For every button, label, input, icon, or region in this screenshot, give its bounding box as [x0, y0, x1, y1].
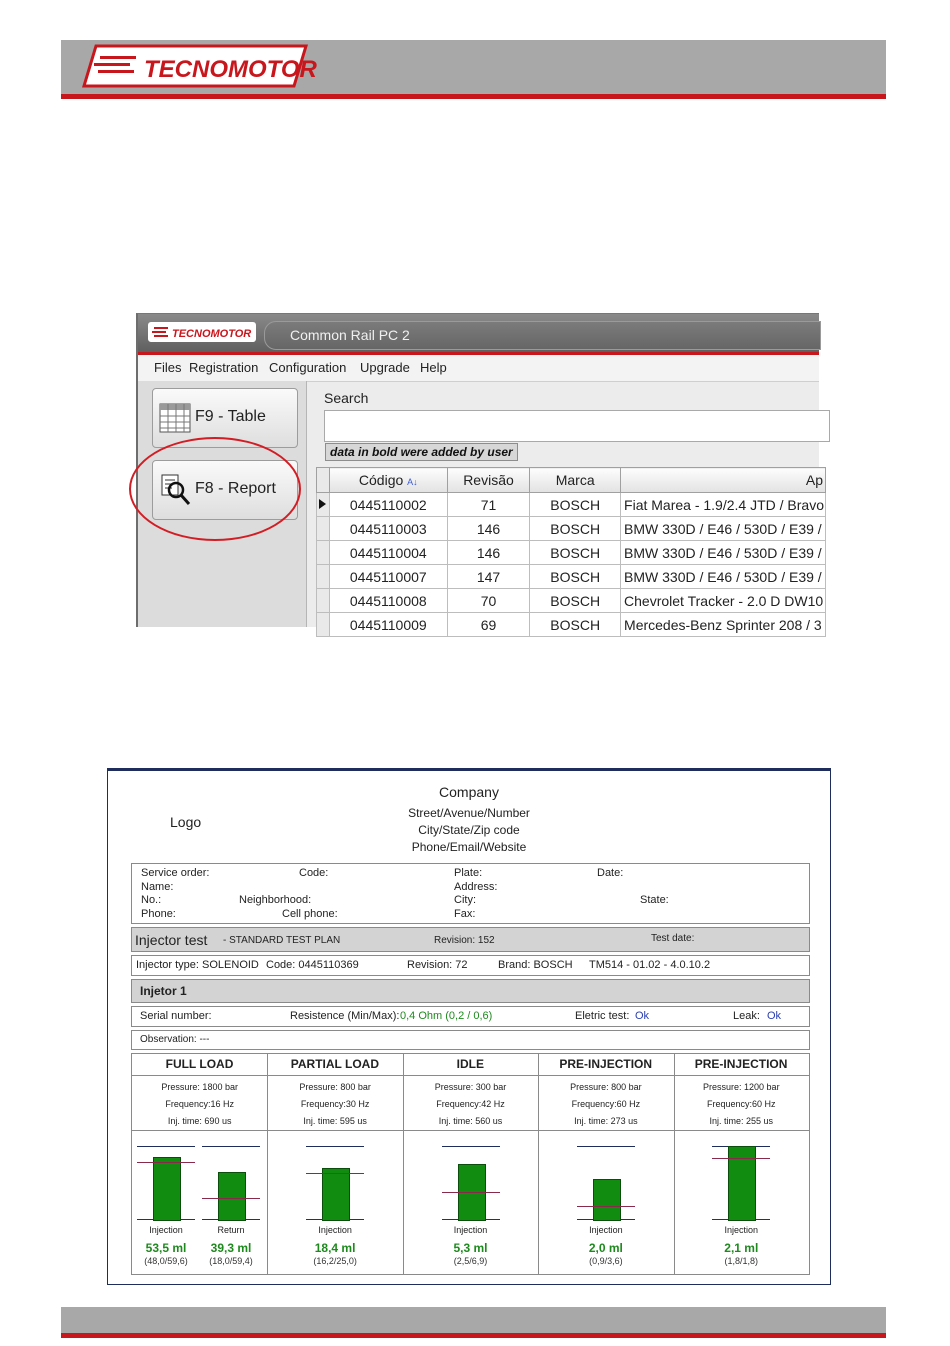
bar-label: Injection: [149, 1225, 183, 1235]
params-underline: [403, 1130, 538, 1131]
cell-brand: BOSCH: [530, 589, 621, 613]
frequency-text: Frequency:16 Hz: [165, 1099, 234, 1109]
max-limit-line: [202, 1146, 260, 1147]
frequency-text: Frequency:60 Hz: [571, 1099, 641, 1109]
customer-box: [131, 863, 810, 924]
title-underline: [267, 1075, 402, 1076]
cell-label: Cell phone:: [282, 908, 338, 920]
bar-range: (0,9/3,6): [589, 1256, 623, 1266]
page-header-red-line: [61, 94, 886, 99]
cell-revision: 69: [447, 613, 530, 637]
result-bar: [153, 1157, 181, 1221]
injector-grid: [316, 467, 826, 637]
serial-label: Serial number:: [140, 1010, 212, 1022]
bar-value: 2,1 ml: [724, 1241, 759, 1255]
test-date-label: Test date:: [651, 933, 695, 944]
title-underline: [674, 1075, 809, 1076]
row-indicator: [317, 613, 330, 637]
reference-line: [577, 1206, 635, 1207]
bar-value: 53,5 ml: [145, 1241, 187, 1255]
cell-code: 0445110004: [329, 541, 447, 565]
service-order-label: Service order:: [141, 867, 210, 879]
window-title: Common Rail PC 2: [290, 327, 410, 343]
bold-note: data in bold were added by user: [325, 443, 518, 461]
inj-time-text: Inj. time: 690 us: [167, 1116, 232, 1126]
injector-test-title: Injector test: [135, 932, 208, 948]
observation-line: [131, 1030, 810, 1050]
grid-row[interactable]: [317, 493, 826, 517]
frequency-text: Frequency:30 Hz: [300, 1099, 370, 1109]
max-limit-line: [577, 1146, 635, 1147]
cell-code: 0445110008: [329, 589, 447, 613]
phone-label: Phone:: [141, 908, 176, 920]
row-indicator: [317, 493, 330, 517]
frequency-text: Frequency:42 Hz: [436, 1099, 505, 1109]
reference-line: [202, 1198, 260, 1199]
reference-line: [137, 1162, 195, 1163]
bar-value: 18,4 ml: [314, 1241, 356, 1255]
max-limit-line: [442, 1146, 500, 1147]
injector-code: Code: 0445110369: [266, 959, 359, 971]
page-footer-band: [61, 1307, 886, 1333]
bar-label: Return: [217, 1225, 245, 1235]
sort-az-icon: A↓: [407, 477, 418, 487]
bar-range: (16,2/25,0): [313, 1256, 357, 1266]
menu-bar: [138, 355, 819, 382]
result-bar: [322, 1168, 350, 1221]
cell-application: BMW 330D / E46 / 530D / E39 /: [621, 541, 826, 565]
test-plan: - STANDARD TEST PLAN: [223, 935, 341, 946]
grid-row[interactable]: [317, 517, 826, 541]
bar-range: (48,0/59,6): [144, 1256, 188, 1266]
cell-code: 0445110007: [329, 565, 447, 589]
injector-title-bar: [131, 979, 810, 1003]
bar-label: Injection: [589, 1225, 623, 1235]
table-icon: [159, 403, 191, 433]
pressure-text: Pressure: 800 bar: [570, 1082, 642, 1092]
title-underline: [403, 1075, 538, 1076]
cell-revision: 146: [447, 517, 530, 541]
highlight-circle: [129, 437, 301, 541]
result-column-title: PRE-INJECTION: [694, 1057, 788, 1071]
resistance-value: 0,4 Ohm (0,2 / 0,6): [400, 1010, 493, 1022]
grid-row[interactable]: [317, 565, 826, 589]
params-underline: [132, 1130, 267, 1131]
report-company: Company: [439, 784, 499, 800]
code-label: Code:: [299, 867, 329, 879]
city-label: City:: [454, 894, 476, 906]
result-bar: [593, 1179, 621, 1221]
current-row-icon: [317, 498, 327, 510]
observation: Observation: ---: [140, 1034, 210, 1045]
window-logo: [148, 322, 256, 342]
leak-label: Leak:: [733, 1010, 760, 1022]
grid-corner: [317, 468, 330, 493]
bar-label: Injection: [724, 1225, 759, 1235]
cell-brand: BOSCH: [530, 517, 621, 541]
frequency-text: Frequency:60 Hz: [707, 1099, 776, 1109]
serial-line: [131, 1006, 810, 1027]
max-limit-line: [137, 1146, 195, 1147]
report-address-2: City/State/Zip code: [418, 823, 520, 837]
bar-label: Injection: [318, 1225, 352, 1235]
resistance-label: Resistence (Min/Max):: [290, 1010, 400, 1022]
menu-upgrade[interactable]: Upgrade: [360, 360, 410, 375]
cell-code: 0445110003: [329, 517, 447, 541]
title-underline: [132, 1075, 267, 1076]
result-column-title: PRE-INJECTION: [559, 1057, 653, 1071]
row-indicator: [317, 517, 330, 541]
f8-report-label: F8 - Report: [195, 480, 276, 497]
injector-brand: Brand: BOSCH: [498, 959, 573, 971]
cell-application: Fiat Marea - 1.9/2.4 JTD / Bravo: [621, 493, 826, 517]
cell-brand: BOSCH: [530, 493, 621, 517]
results-grid: [131, 1053, 810, 1275]
result-bar: [218, 1172, 246, 1221]
test-revision: Revision: 152: [434, 935, 495, 946]
cell-brand: BOSCH: [530, 541, 621, 565]
plate-label: Plate:: [454, 867, 483, 879]
injector-revision: Revision: 72: [407, 959, 468, 971]
row-indicator: [317, 589, 330, 613]
bar-label: Injection: [453, 1225, 488, 1235]
injector-title: Injetor 1: [140, 984, 187, 998]
page-footer-red-line: [61, 1333, 886, 1338]
inj-time-text: Inj. time: 595 us: [303, 1116, 367, 1126]
max-limit-line: [306, 1146, 364, 1147]
pressure-text: Pressure: 1800 bar: [161, 1082, 238, 1092]
col-marca[interactable]: Marca: [530, 468, 621, 493]
electric-test-value: Ok: [635, 1010, 650, 1022]
result-column-title: FULL LOAD: [165, 1057, 234, 1071]
grid-row[interactable]: [317, 541, 826, 565]
bar-value: 2,0 ml: [588, 1241, 623, 1255]
inj-time-text: Inj. time: 255 us: [709, 1116, 774, 1126]
menu-files[interactable]: Files: [154, 360, 182, 375]
report-sheet: [107, 768, 831, 1285]
cell-application: Mercedes-Benz Sprinter 208 / 3: [621, 613, 826, 637]
report-address-1: Street/Avenue/Number: [408, 806, 530, 820]
menu-registration[interactable]: Registration: [189, 360, 259, 375]
window-logo-text: TECNOMOTOR: [172, 328, 252, 340]
grid-row[interactable]: [317, 613, 826, 637]
state-label: State:: [640, 894, 669, 906]
cell-revision: 71: [447, 493, 530, 517]
cell-application: BMW 330D / E46 / 530D / E39 /: [621, 517, 826, 541]
report-address-3: Phone/Email/Website: [411, 840, 527, 854]
result-column-title: PARTIAL LOAD: [290, 1057, 379, 1071]
logo-text: TECNOMOTOR: [144, 56, 317, 83]
no-label: No.:: [141, 894, 162, 906]
bar-range: (2,5/6,9): [453, 1256, 488, 1266]
row-indicator: [317, 565, 330, 589]
report-logo-placeholder: Logo: [170, 814, 202, 830]
cell-brand: BOSCH: [530, 613, 621, 637]
cell-code: 0445110002: [329, 493, 447, 517]
menu-help[interactable]: Help: [420, 360, 447, 375]
pressure-text: Pressure: 800 bar: [299, 1082, 371, 1092]
f9-table-label: F9 - Table: [195, 408, 266, 425]
cell-revision: 146: [447, 541, 530, 565]
electric-test-label: Eletric test:: [575, 1010, 630, 1022]
injector-type: Injector type: SOLENOID: [136, 959, 259, 971]
result-column-title: IDLE: [456, 1057, 484, 1071]
col-revisao[interactable]: Revisão: [447, 468, 530, 493]
params-underline: [267, 1130, 402, 1131]
grid-row[interactable]: [317, 589, 826, 613]
bar-range: (18,0/59,4): [209, 1256, 253, 1266]
injector-test-bar: [131, 927, 810, 952]
cell-application: Chevrolet Tracker - 2.0 D DW10: [621, 589, 826, 613]
reference-line: [306, 1173, 364, 1174]
injector-info-line: [131, 955, 810, 976]
injector-tm: TM514 - 01.02 - 4.0.10.2: [589, 959, 711, 971]
inj-time-text: Inj. time: 273 us: [574, 1116, 638, 1126]
pressure-text: Pressure: 1200 bar: [703, 1082, 780, 1092]
leak-value: Ok: [767, 1010, 782, 1022]
cell-application: BMW 330D / E46 / 530D / E39 /: [621, 565, 826, 589]
reference-line: [712, 1158, 770, 1159]
cell-revision: 147: [447, 565, 530, 589]
date-label: Date:: [597, 867, 624, 879]
search-label: Search: [324, 390, 369, 406]
reference-line: [442, 1192, 500, 1193]
bar-value: 39,3 ml: [210, 1241, 252, 1255]
cell-code: 0445110009: [329, 613, 447, 637]
row-indicator: [317, 541, 330, 565]
cell-brand: BOSCH: [530, 565, 621, 589]
bar-range: (1,8/1,8): [724, 1256, 759, 1266]
neighborhood-label: Neighborhood:: [239, 894, 312, 906]
col-aplicacao[interactable]: Ap: [621, 468, 826, 493]
tecnomotor-logo: [82, 44, 317, 88]
name-label: Name:: [141, 881, 174, 893]
address-label: Address:: [454, 881, 498, 893]
menu-configuration[interactable]: Configuration: [269, 360, 347, 375]
params-underline: [674, 1130, 809, 1131]
inj-time-text: Inj. time: 560 us: [438, 1116, 503, 1126]
cell-revision: 70: [447, 589, 530, 613]
pressure-text: Pressure: 300 bar: [434, 1082, 507, 1092]
fax-label: Fax:: [454, 908, 476, 920]
params-underline: [538, 1130, 673, 1131]
col-codigo[interactable]: Código A↓: [329, 468, 447, 493]
search-input[interactable]: [324, 410, 830, 442]
title-underline: [538, 1075, 673, 1076]
bar-value: 5,3 ml: [453, 1241, 488, 1255]
